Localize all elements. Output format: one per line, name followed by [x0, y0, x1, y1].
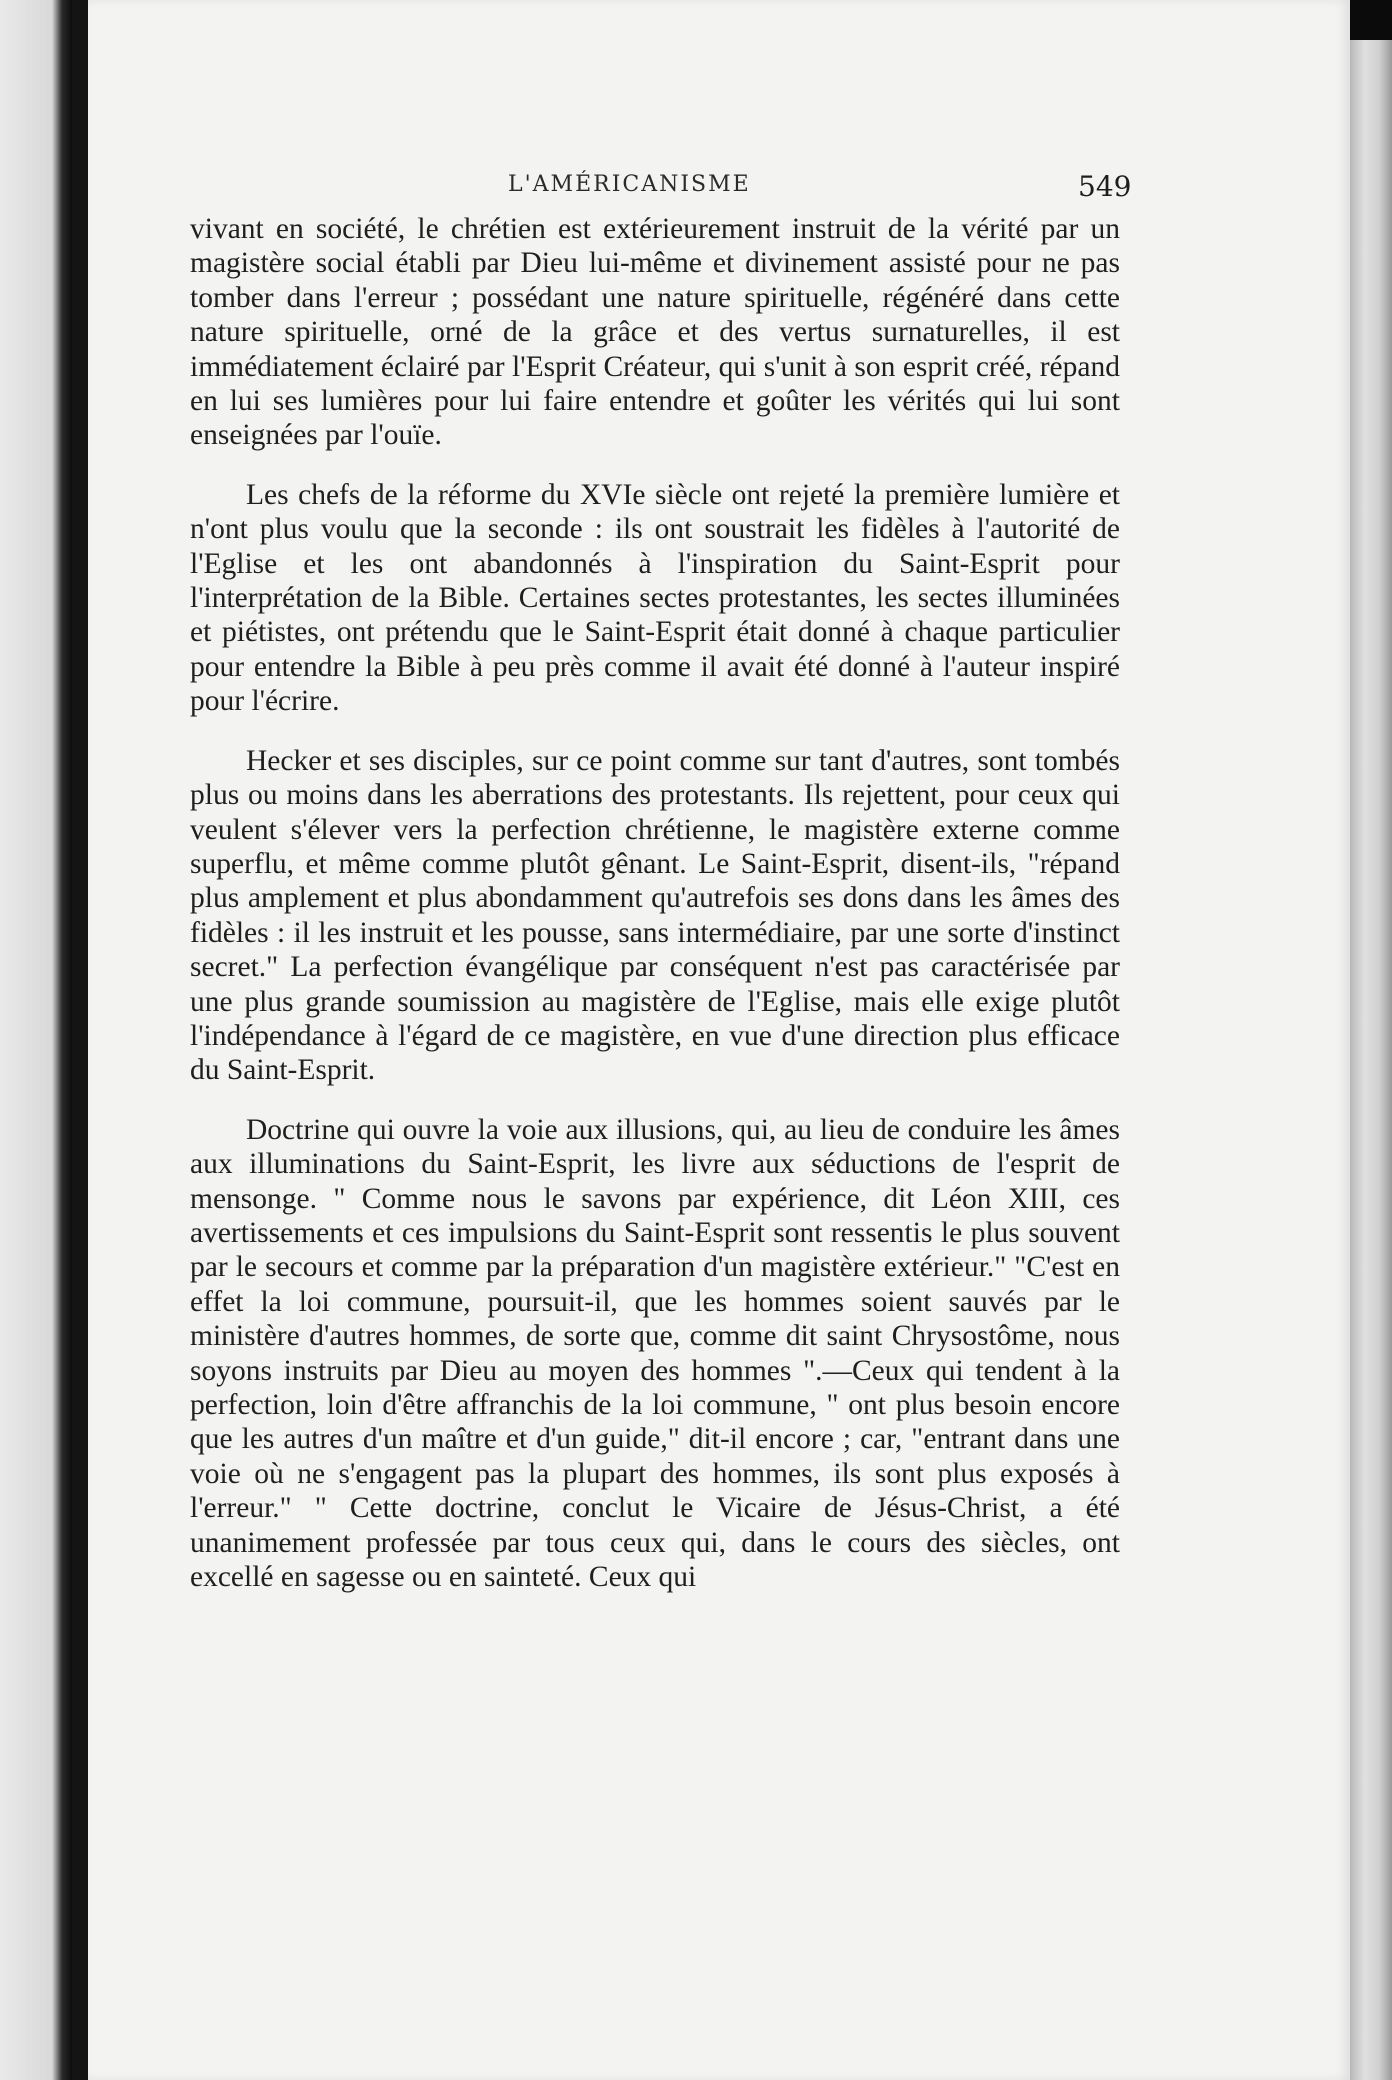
paragraph-reforme: Les chefs de la réforme du XVIe siècle ont rejeté la première lumière et n'ont plus voulu que la seconde : ils ont soustrait les fidèles à l'autorité de l'Eglise et les ont abandonnés à l'inspiration du Saint-Esprit pour l'interprétation de la Bible. Certaines sectes protestantes, les sectes illuminées et piétistes, ont prétendu que le Saint-Esprit était donné à chaque particulier pour entendre la Bible à peu près comme il avait été donné à l'auteur inspiré pour l'écrire.	[190, 478, 1120, 718]
left-page-edge	[0, 0, 72, 2080]
text-body	[190, 212, 1120, 1594]
running-head	[88, 168, 1350, 208]
running-title: L'AMÉRICANISME	[508, 172, 751, 197]
paragraph-doctrine: Doctrine qui ouvre la voie aux illusions, qui, au lieu de conduire les âmes aux illuminations du Saint-Esprit, les livre aux séductions de l'esprit de mensonge. " Comme nous le savons par expérience, dit Léon XIII, ces avertissements et ces impulsions du Saint-Esprit sont ressentis le plus souvent par le secours et comme par la préparation d'un magistère extérieur." "C'est en effet la loi commune, poursuit-il, que les hommes soient sauvés par le ministère d'autres hommes, de sorte que, comme dit saint Chrysostôme, nous soyons instruits par Dieu au moyen des hommes ".—Ceux qui tendent à la perfection, loin d'être affranchis de la loi commune, " ont plus besoin encore que les autres d'un maître et d'un guide," dit-il encore ; car, "entrant dans une voie où ne s'engagent pas la plupart des hommes, ils sont plus exposés à l'erreur." " Cette doctrine, conclut le Vicaire de Jésus-Christ, a été unanimement professée par tous ceux qui, dans le cours des siècles, ont excellé en sagesse ou en sainteté. Ceux qui	[190, 1113, 1120, 1594]
paragraph-continuation: vivant en société, le chrétien est extérieurement instruit de la vérité par un magistère social établi par Dieu lui-même et divinement assisté pour ne pas tomber dans l'erreur ; possédant une nature spirituelle, régénéré dans cette nature spirituelle, orné de la grâce et des vertus surnaturelles, il est immédiatement éclairé par l'Esprit Créateur, qui s'unit à son esprit créé, répand en lui ses lumières pour lui faire entendre et goûter les vérités qui lui sont enseignées par l'ouïe.	[190, 213, 1120, 452]
page-stack-edge	[1350, 40, 1392, 2080]
paragraph-hecker: Hecker et ses disciples, sur ce point comme sur tant d'autres, sont tombés plus ou moins dans les aberrations des protestants. Ils rejettent, pour ceux qui veulent s'élever vers la perfection chrétienne, le magistère externe comme superflu, et même comme plutôt gênant. Le Saint-Esprit, disent-ils, "répand plus amplement et plus abondamment qu'autrefois ses dons dans les âmes des fidèles : il les instruit et les pousse, sans intermédiaire, par une sorte d'instinct secret." La perfection évangélique par conséquent n'est pas caractérisée par une plus grande soumission au magistère de l'Eglise, mais elle exige plutôt l'indépendance à l'égard de ce magistère, en vue d'une direction plus efficace du Saint-Esprit.	[190, 744, 1120, 1087]
page-number: 549	[1078, 170, 1132, 203]
scan-border-top-right	[1350, 0, 1392, 40]
